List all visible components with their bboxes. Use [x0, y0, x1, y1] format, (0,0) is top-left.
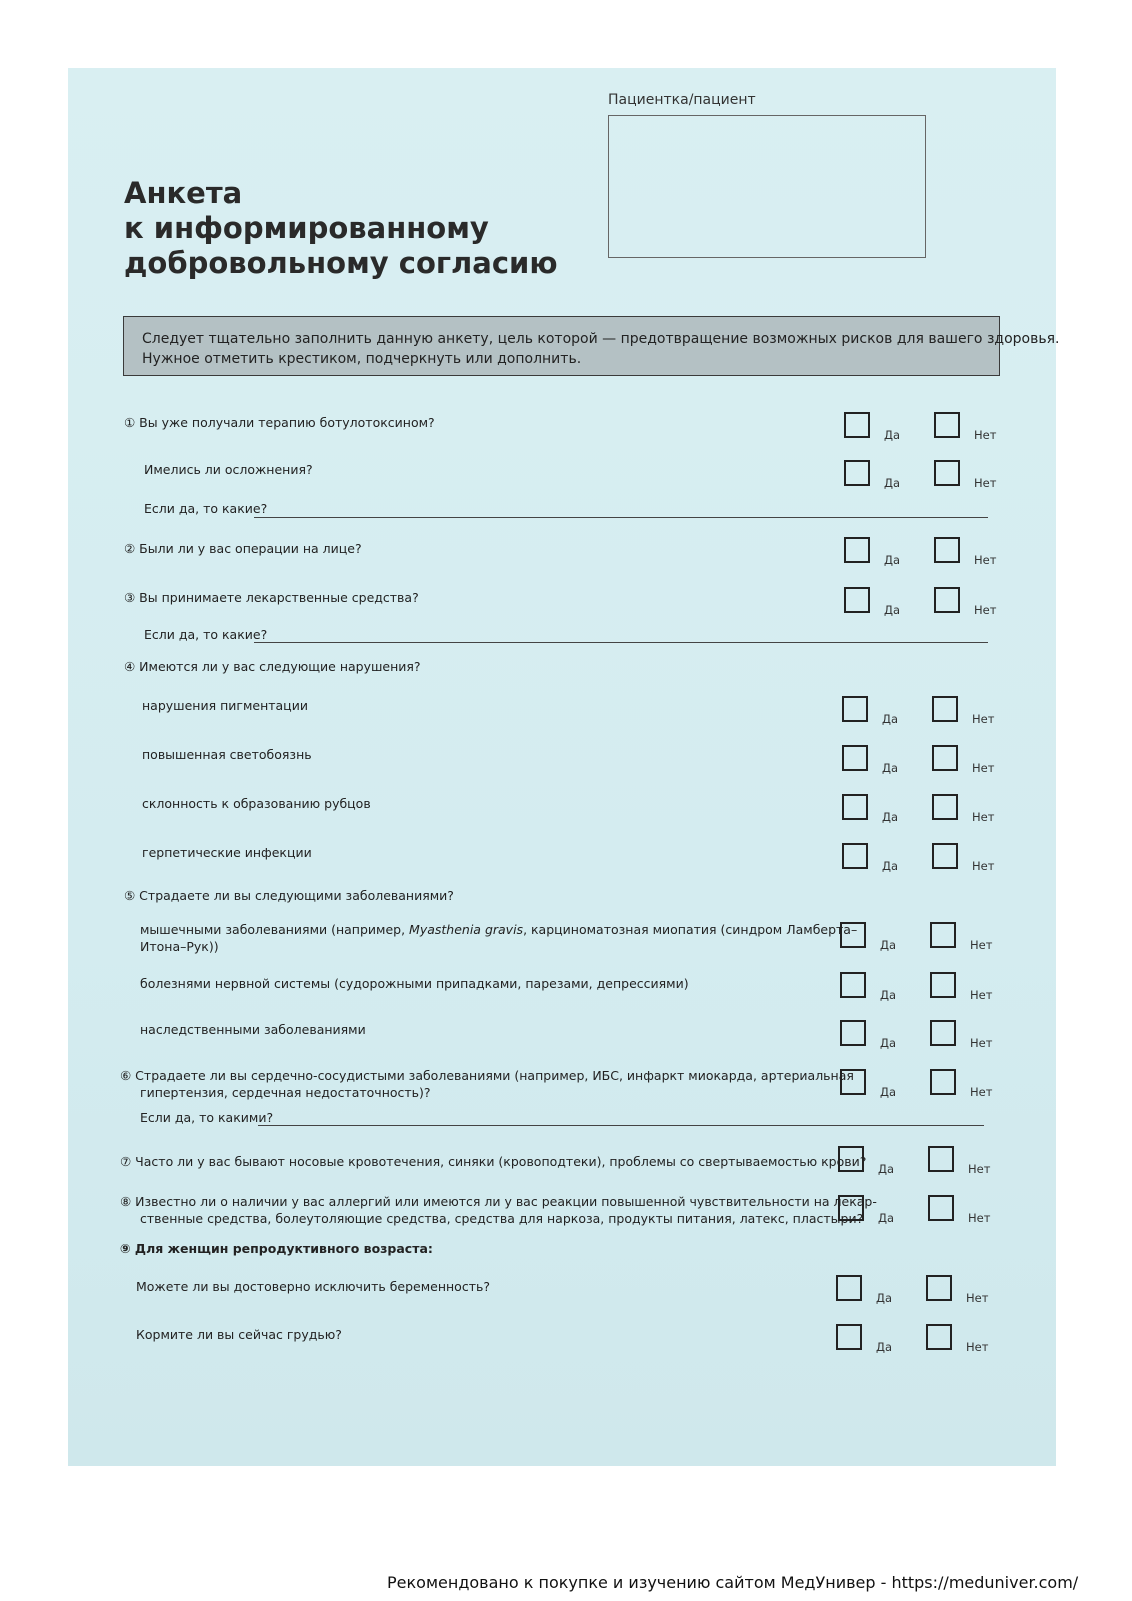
no-checkbox[interactable]: [928, 1195, 954, 1221]
yes-label: Да: [878, 1211, 895, 1225]
yes-checkbox[interactable]: [844, 412, 870, 438]
question-5a-text: , карциноматозная миопатия (синдром Ламберта–: [523, 922, 858, 937]
question-9a: Можете ли вы достоверно исключить беременность?: [136, 1279, 490, 1294]
no-checkbox[interactable]: [932, 745, 958, 771]
no-label: Нет: [966, 1291, 989, 1305]
patient-name-box[interactable]: [608, 115, 926, 258]
yes-label: Да: [882, 810, 899, 824]
yes-checkbox[interactable]: [836, 1324, 862, 1350]
yes-checkbox[interactable]: [840, 1069, 866, 1095]
instructions-box: [123, 316, 1060, 376]
yes-checkbox[interactable]: [842, 696, 868, 722]
no-checkbox[interactable]: [934, 412, 960, 438]
no-checkbox[interactable]: [926, 1324, 952, 1350]
title-line: добровольному согласию: [124, 246, 558, 280]
no-label: Нет: [974, 553, 997, 567]
no-label: Нет: [974, 603, 997, 617]
question-1b: Если да, то какие?: [144, 501, 268, 516]
question-4-item: повышенная светобоязнь: [142, 747, 312, 762]
no-checkbox[interactable]: [934, 460, 960, 486]
question-3: ③ Вы принимаете лекарственные средства?: [124, 590, 419, 605]
question-5c: наследственными заболеваниями: [140, 1022, 366, 1037]
yes-checkbox[interactable]: [844, 460, 870, 486]
yes-label: Да: [884, 476, 901, 490]
yes-label: Да: [880, 938, 897, 952]
no-checkbox[interactable]: [932, 843, 958, 869]
no-label: Нет: [970, 988, 993, 1002]
no-label: Нет: [972, 761, 995, 775]
question-9: ⑨ Для женщин репродуктивного возраста:: [120, 1241, 433, 1256]
yes-label: Да: [882, 761, 899, 775]
question-6: ⑥ Страдаете ли вы сердечно-сосудистыми заболеваниями (например, ИБС, инфаркт миокарда, артериальная: [120, 1068, 854, 1083]
no-checkbox[interactable]: [930, 922, 956, 948]
question-2: ② Были ли у вас операции на лице?: [124, 541, 362, 556]
yes-checkbox[interactable]: [836, 1275, 862, 1301]
yes-label: Да: [884, 553, 901, 567]
yes-checkbox[interactable]: [838, 1195, 864, 1221]
question-5: ⑤ Страдаете ли вы следующими заболеваниями?: [124, 888, 454, 903]
no-checkbox[interactable]: [934, 537, 960, 563]
yes-checkbox[interactable]: [840, 922, 866, 948]
no-checkbox[interactable]: [928, 1146, 954, 1172]
form-sheet: [68, 68, 1060, 1466]
no-label: Нет: [970, 1036, 993, 1050]
yes-label: Да: [880, 1085, 897, 1099]
no-checkbox[interactable]: [926, 1275, 952, 1301]
question-5a-latin: Myasthenia gravis: [409, 922, 524, 937]
question-4-item: нарушения пигментации: [142, 698, 308, 713]
yes-label: Да: [876, 1340, 893, 1354]
yes-label: Да: [880, 1036, 897, 1050]
question-7: ⑦ Часто ли у вас бывают носовые кровотечения, синяки (кровоподтеки), проблемы со свертываемостью крови?: [120, 1154, 867, 1169]
question-3a: Если да, то какие?: [144, 627, 268, 642]
no-label: Нет: [974, 476, 997, 490]
question-1a: Имелись ли осложнения?: [144, 462, 313, 477]
no-checkbox[interactable]: [932, 696, 958, 722]
no-checkbox[interactable]: [932, 794, 958, 820]
yes-checkbox[interactable]: [842, 794, 868, 820]
title-line: к информированному: [124, 211, 489, 245]
question-5a-cont: Итона–Рук)): [140, 939, 219, 954]
question-1: ① Вы уже получали терапию ботулотоксином?: [124, 415, 435, 430]
question-5a: [140, 922, 857, 937]
question-8: ⑧ Известно ли о наличии у вас аллергий или имеются ли у вас реакции повышенной чувствительности на лекар-: [120, 1194, 877, 1209]
no-label: Нет: [972, 810, 995, 824]
yes-label: Да: [882, 859, 899, 873]
yes-label: Да: [884, 603, 901, 617]
instructions-line: Нужное отметить крестиком, подчеркнуть или дополнить.: [142, 351, 582, 367]
yes-checkbox[interactable]: [842, 745, 868, 771]
yes-label: Да: [878, 1162, 895, 1176]
question-5a-text: мышечными заболеваниями (например,: [140, 922, 410, 937]
no-label: Нет: [974, 428, 997, 442]
patient-label: Пациентка/пациент: [608, 92, 756, 108]
yes-checkbox[interactable]: [842, 843, 868, 869]
yes-checkbox[interactable]: [844, 587, 870, 613]
no-label: Нет: [968, 1162, 991, 1176]
answer-line-1b[interactable]: [254, 517, 988, 518]
footer-note: Рекомендовано к покупке и изучению сайтом МедУнивер - https://meduniver.com/: [387, 1573, 1079, 1592]
yes-label: Да: [880, 988, 897, 1002]
no-label: Нет: [968, 1211, 991, 1225]
instructions-line: Следует тщательно заполнить данную анкету, цель которой — предотвращение возможных рисков для вашего здоровья.: [142, 331, 1060, 347]
answer-line-6a[interactable]: [258, 1125, 984, 1126]
yes-label: Да: [882, 712, 899, 726]
no-label: Нет: [970, 1085, 993, 1099]
question-4: ④ Имеются ли у вас следующие нарушения?: [124, 659, 421, 674]
question-9b: Кормите ли вы сейчас грудью?: [136, 1327, 342, 1342]
question-4-item: герпетические инфекции: [142, 845, 312, 860]
question-6-cont: гипертензия, сердечная недостаточность)?: [140, 1085, 431, 1100]
yes-label: Да: [884, 428, 901, 442]
question-6a: Если да, то какими?: [140, 1110, 274, 1125]
no-checkbox[interactable]: [930, 1069, 956, 1095]
question-5b: болезнями нервной системы (судорожными припадками, парезами, депрессиями): [140, 976, 689, 991]
page-title: [124, 176, 558, 281]
question-4-item: склонность к образованию рубцов: [142, 796, 371, 811]
yes-checkbox[interactable]: [840, 1020, 866, 1046]
no-label: Нет: [972, 712, 995, 726]
yes-checkbox[interactable]: [844, 537, 870, 563]
yes-label: Да: [876, 1291, 893, 1305]
answer-line-3a[interactable]: [254, 642, 988, 643]
no-checkbox[interactable]: [930, 1020, 956, 1046]
no-checkbox[interactable]: [930, 972, 956, 998]
no-label: Нет: [972, 859, 995, 873]
title-line: Анкета: [124, 176, 243, 210]
question-8-cont: ственные средства, болеутоляющие средства, средства для наркоза, продукты питания, латекс, пластыри?: [140, 1211, 864, 1226]
no-label: Нет: [966, 1340, 989, 1354]
no-label: Нет: [970, 938, 993, 952]
yes-checkbox[interactable]: [838, 1146, 864, 1172]
no-checkbox[interactable]: [934, 587, 960, 613]
yes-checkbox[interactable]: [840, 972, 866, 998]
